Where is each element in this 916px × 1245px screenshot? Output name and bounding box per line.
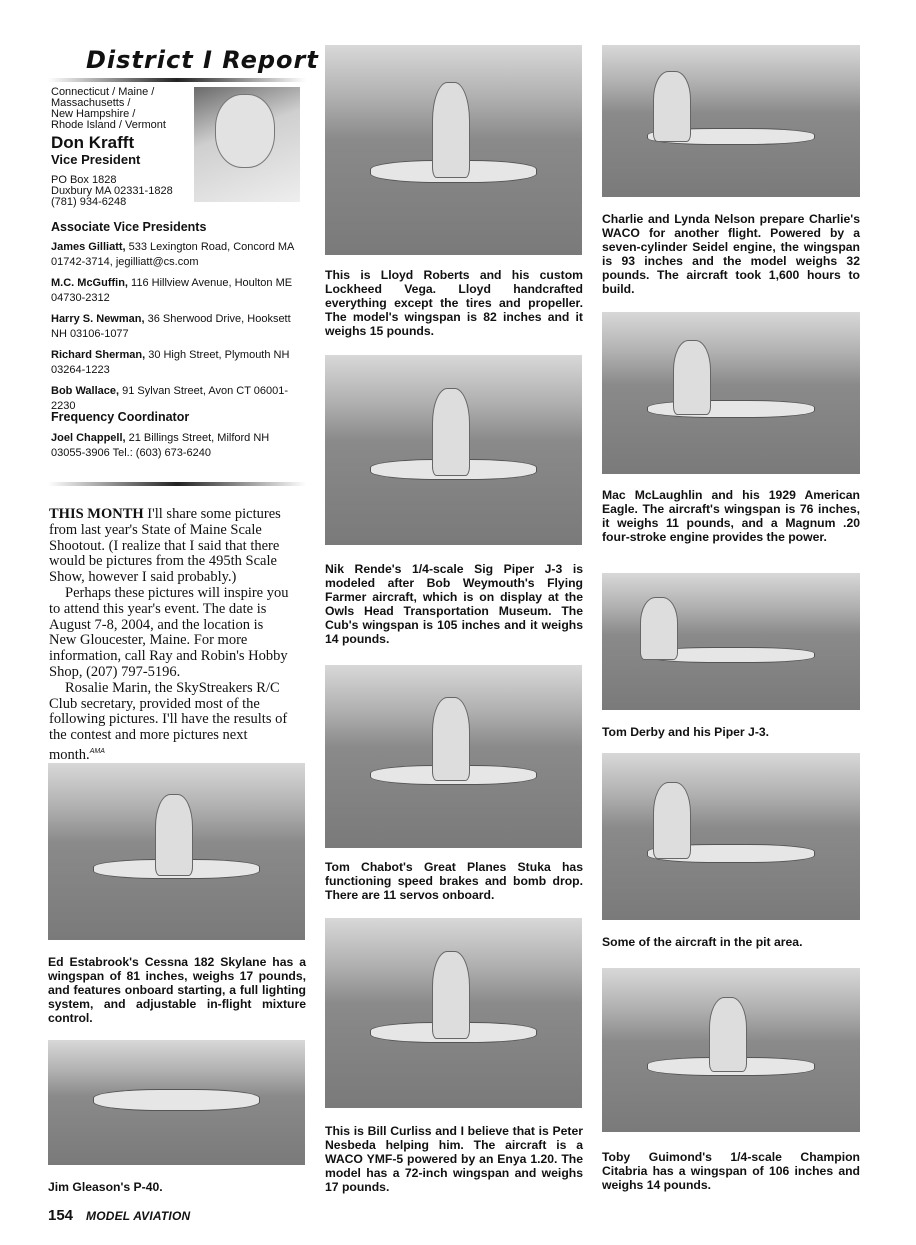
associate-address: 116 Hillview Avenue, Houlton ME 04730-2312 [51, 277, 293, 304]
address-line: Duxbury MA 02331-1828 [51, 185, 173, 197]
paragraph: Rosalie Marin, the SkyStreakers R/C Club secretary, provided most of the following pictures. I'll have the results of the contest and more pictures next month. [49, 679, 288, 763]
vp-address [51, 175, 173, 208]
photo-stuka [325, 665, 582, 848]
associate-name: M.C. McGuffin, [51, 277, 128, 289]
associate-item [51, 276, 301, 306]
address-line: PO Box 1828 [51, 174, 117, 186]
page-number: 154 [48, 1207, 74, 1224]
coordinator-name: Joel Chappell, [51, 432, 126, 444]
photo-cessna [48, 763, 305, 940]
caption-waco: Charlie and Lynda Nelson prepare Charlie's WACO for another flight. Powered by a seven-cylinder Seidel engine, the wingspan is 93 inches and the model weighs 32 pounds. The aircraft took 1,600 hours to build. [602, 212, 860, 296]
caption-eagle: Mac McLaughlin and his 1929 American Eagle. The aircraft's wingspan is 76 inches, it weighs 11 pounds, and a Magnum .20 four-stroke engine provides the power. [602, 488, 860, 544]
state-line: Connecticut / Maine / [51, 86, 155, 98]
associate-address: 533 Lexington Road, Concord MA 01742-3714, jegilliatt@cs.com [51, 241, 294, 268]
paragraph: I'll share some pictures from last year's State of Maine Scale Shootout. (I realize that I said that there would be pictures from the 495th Scale Show, however I said probably.) [49, 506, 281, 586]
ama-endmark: AMA [89, 747, 105, 755]
divider [48, 482, 306, 486]
vp-role: Vice President [51, 152, 141, 167]
page-title: District I Report [86, 46, 319, 74]
photo-p40 [48, 1040, 305, 1165]
associates-heading: Associate Vice Presidents [51, 220, 207, 234]
caption-waco-ymf: This is Bill Curliss and I believe that is Peter Nesbeda helping him. The aircraft is a WACO YMF-5 powered by an Enya 1.20. The model has a 72-inch wingspan and weighs 17 pounds. [325, 1124, 583, 1194]
portrait-photo [194, 87, 300, 202]
photo-derby [602, 573, 860, 710]
associate-name: Bob Wallace, [51, 385, 120, 397]
state-line: Massachusetts / [51, 97, 131, 109]
caption-stuka: Tom Chabot's Great Planes Stuka has functioning speed brakes and bomb drop. There are 11 servos onboard. [325, 860, 583, 902]
photo-eagle [602, 312, 860, 474]
associates-list [51, 240, 301, 420]
caption-cessna: Ed Estabrook's Cessna 182 Skylane has a wingspan of 81 inches, weighs 17 pounds, and features onboard starting, a full lighting system, and adjustable in-flight mixture control. [48, 955, 306, 1025]
caption-pit: Some of the aircraft in the pit area. [602, 935, 803, 949]
frequency-heading: Frequency Coordinator [51, 410, 190, 424]
vp-name: Don Krafft [51, 133, 135, 152]
associate-name: James Gilliatt, [51, 241, 126, 253]
coordinator-address: 21 Billings Street, Milford NH 03055-3906 Tel.: (603) 673-6240 [51, 432, 270, 459]
photo-waco-ymf [325, 918, 582, 1108]
photo-waco [602, 45, 860, 197]
divider [48, 78, 306, 82]
photo-cub [325, 355, 582, 545]
photo-pit-area [602, 753, 860, 920]
associate-address: 30 High Street, Plymouth NH 03264-1223 [51, 349, 290, 376]
magazine-name: MODEL AVIATION [86, 1209, 191, 1223]
district-states [51, 87, 211, 131]
lead-in: THIS MONTH [49, 506, 144, 522]
state-line: New Hampshire / [51, 108, 136, 120]
associate-item [51, 240, 301, 270]
associate-item [51, 312, 301, 342]
address-line: (781) 934-6248 [51, 196, 127, 208]
photo-citabria [602, 968, 860, 1132]
associate-name: Richard Sherman, [51, 349, 146, 361]
article-body [49, 507, 289, 764]
state-line: Rhode Island / Vermont [51, 119, 166, 131]
caption-derby: Tom Derby and his Piper J-3. [602, 725, 770, 739]
caption-vega: This is Lloyd Roberts and his custom Lockheed Vega. Lloyd handcrafted everything except the tires and propeller. The model's wingspan is 82 inches and it weighs 15 pounds. [325, 268, 583, 338]
paragraph: Perhaps these pictures will inspire you to attend this year's event. The date is August 7-8, 2004, and the location is New Gloucester, Maine. For more information, call Ray and Robin's Hobby Shop, (207) 797-5196. [49, 584, 289, 680]
photo-vega [325, 45, 582, 255]
caption-citabria: Toby Guimond's 1/4-scale Champion Citabria has a wingspan of 106 inches and weighs 14 pounds. [602, 1150, 860, 1192]
caption-p40: Jim Gleason's P-40. [48, 1180, 163, 1194]
frequency-coordinator [51, 431, 301, 467]
caption-cub: Nik Rende's 1/4-scale Sig Piper J-3 is modeled after Bob Weymouth's Flying Farmer aircraft, which is on display at the Owls Head Transportation Museum. The Cub's wingspan is 105 inches and it weighs 14 pounds. [325, 562, 583, 646]
associate-name: Harry S. Newman, [51, 313, 145, 325]
associate-address: 36 Sherwood Drive, Hooksett NH 03106-1077 [51, 313, 291, 340]
associate-address: 91 Sylvan Street, Avon CT 06001-2230 [51, 385, 289, 412]
associate-item [51, 348, 301, 378]
